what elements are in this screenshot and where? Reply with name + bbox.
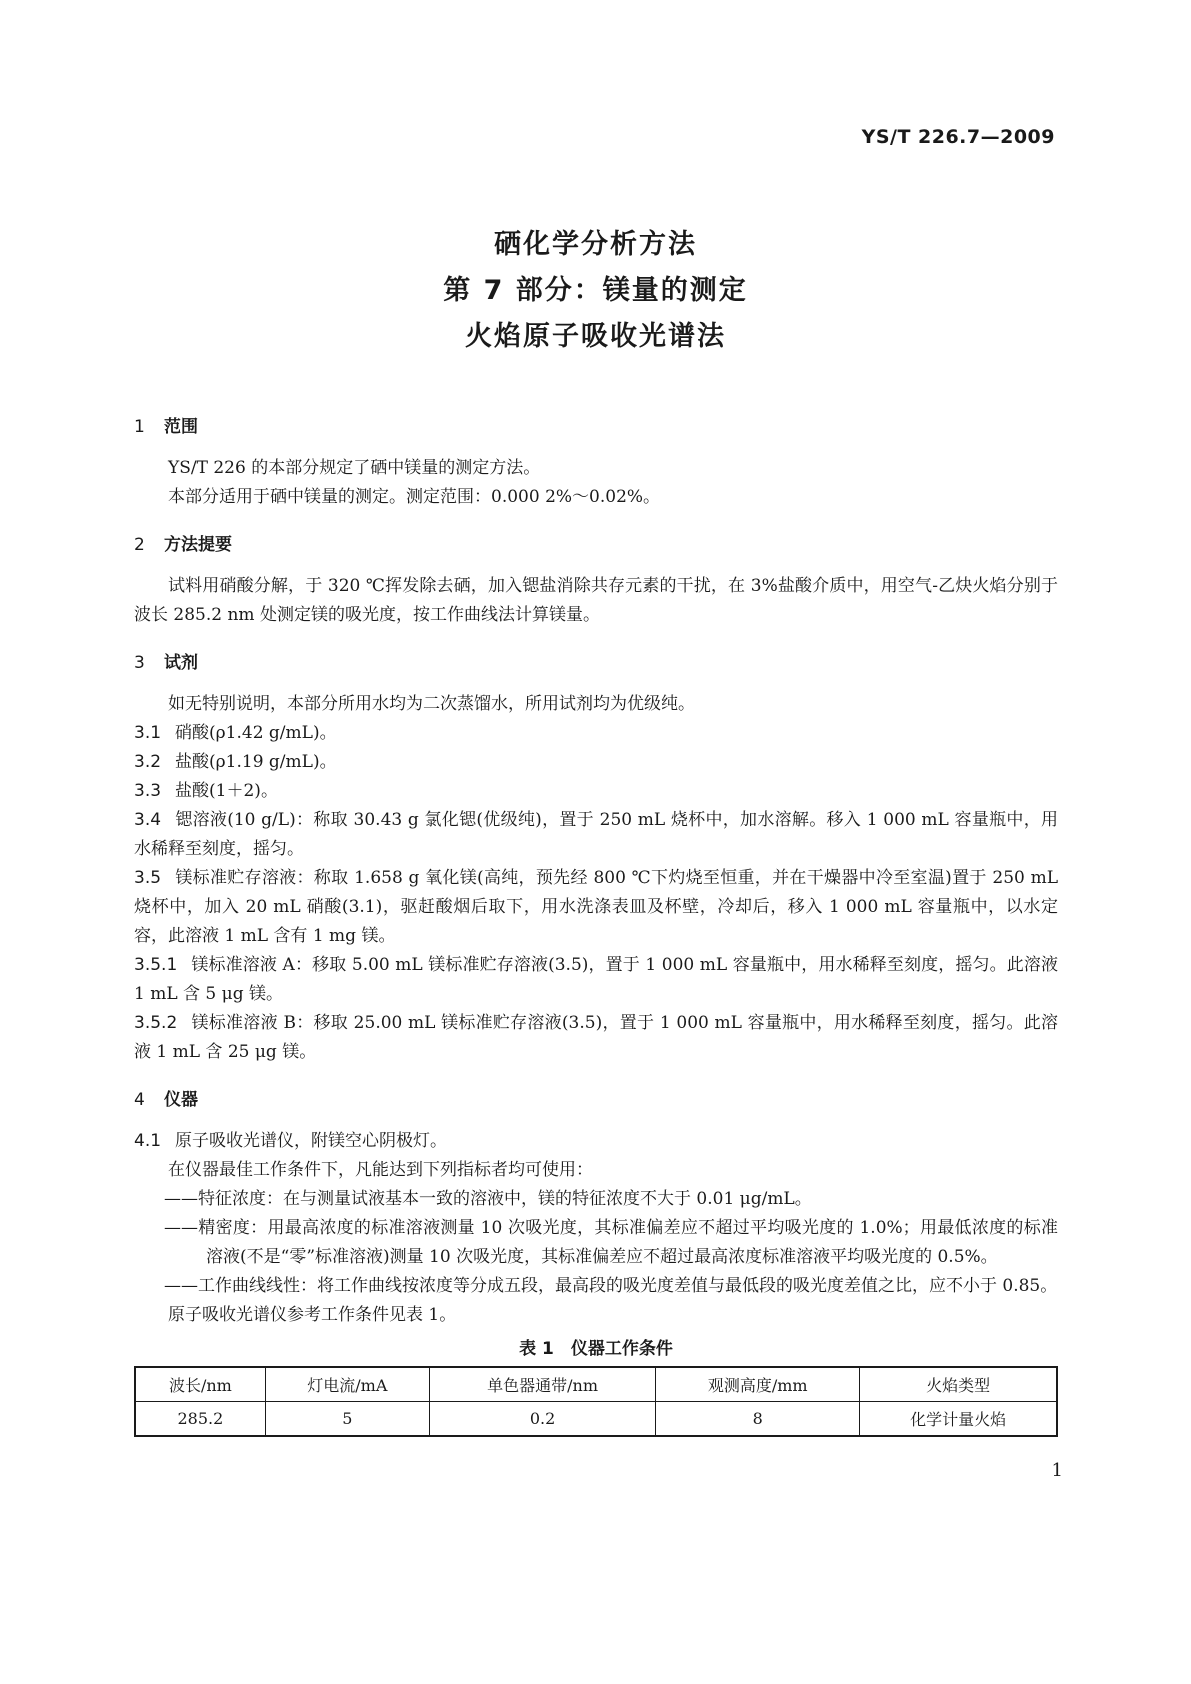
table-caption: 表 1 仪器工作条件: [519, 1339, 673, 1359]
table-header-cell: 观测高度/mm: [656, 1367, 860, 1402]
section-4-number: 4: [134, 1090, 145, 1110]
table-row: [135, 1402, 1057, 1437]
item-number: 3.1: [134, 723, 162, 743]
list-item-3-3: [134, 777, 1058, 806]
table-cell: 5: [265, 1402, 429, 1437]
list-item-3-5-2: [134, 1009, 1058, 1067]
item-number: 3.5.2: [134, 1013, 178, 1033]
item-text: 镁标准溶液 B：移取 25.00 mL 镁标准贮存溶液(3.5)，置于 1 000 mL 容量瓶中，用水稀释至刻度，摇匀。此溶液 1 mL 含 25 μg 镁。: [134, 1013, 1058, 1062]
item-text: 盐酸(1＋2)。: [175, 781, 278, 801]
table-cell: 8: [656, 1402, 860, 1437]
table-header-cell: 波长/nm: [135, 1367, 265, 1402]
dash-item-linearity: ——工作曲线线性：将工作曲线按浓度等分成五段，最高段的吸光度差值与最低段的吸光度差值之比，应不小于 0.85。: [164, 1276, 1058, 1296]
list-item-3-1: [134, 719, 1058, 748]
section-2-number: 2: [134, 535, 145, 555]
list-item-3-5: [134, 864, 1058, 951]
section-1-paragraph-2: 本部分适用于硒中镁量的测定。测定范围：0.000 2%～0.02%。: [168, 487, 661, 507]
table-header-row: [135, 1367, 1057, 1402]
section-2-title: 方法提要: [164, 535, 232, 555]
section-3-number: 3: [134, 653, 145, 673]
item-text: 原子吸收光谱仪，附镁空心阴极灯。: [175, 1131, 448, 1151]
section-3-title: 试剂: [164, 653, 198, 673]
item-text: 锶溶液(10 g/L)：称取 30.43 g 氯化锶(优级纯)，置于 250 mL 烧杯中，加水溶解。移入 1 000 mL 容量瓶中，用水稀释至刻度，摇匀。: [134, 810, 1058, 859]
title-line-3: 火焰原子吸收光谱法: [465, 321, 726, 352]
item-number: 3.4: [134, 810, 162, 830]
item-text: 镁标准溶液 A：移取 5.00 mL 镁标准贮存溶液(3.5)，置于 1 000 mL 容量瓶中，用水稀释至刻度，摇匀。此溶液 1 mL 含 5 μg 镁。: [134, 955, 1058, 1004]
table-header-cell: 灯电流/mA: [265, 1367, 429, 1402]
section-4-heading: [134, 1085, 1058, 1115]
list-item-3-2: [134, 748, 1058, 777]
item-number: 4.1: [134, 1131, 162, 1151]
table-cell: 化学计量火焰: [860, 1402, 1057, 1437]
item-text: 镁标准贮存溶液：称取 1.658 g 氧化镁(高纯，预先经 800 ℃下灼烧至恒重，并在干燥器中冷至室温)置于 250 mL 烧杯中，加入 20 mL 硝酸(3.1)，驱赶酸烟后取下，用水洗涤表皿及杯壁，冷却后，移入 1 000 mL 容量瓶中，以水定容，此溶液 1 mL 含有 1 mg 镁。: [134, 868, 1058, 946]
section-1-heading: [134, 412, 1058, 442]
section-4-title: 仪器: [164, 1090, 198, 1110]
item-number: 3.3: [134, 781, 162, 801]
document-title: [0, 222, 1191, 360]
table-cell: 0.2: [429, 1402, 655, 1437]
title-line-1: 硒化学分析方法: [494, 229, 697, 260]
item-number: 3.5: [134, 868, 162, 888]
item-text: 盐酸(ρ1.19 g/mL)。: [175, 752, 337, 772]
list-item-3-4: [134, 806, 1058, 864]
dash-item-precision: ——精密度：用最高浓度的标准溶液测量 10 次吸光度，其标准偏差应不超过平均吸光度的 1.0%；用最低浓度的标准溶液(不是“零”标准溶液)测量 10 次吸光度，其标准偏差应不超过最高浓度标准溶液平均吸光度的 0.5%。: [164, 1218, 1058, 1267]
section-3-heading: [134, 648, 1058, 678]
list-item-3-5-1: [134, 951, 1058, 1009]
section-4-paragraph-2: 原子吸收光谱仪参考工作条件见表 1。: [168, 1305, 457, 1325]
title-line-2: 第 7 部分：镁量的测定: [443, 275, 748, 306]
section-2-heading: [134, 530, 1058, 560]
standard-code: YS/T 226.7—2009: [861, 126, 1055, 148]
section-1-title: 范围: [164, 417, 198, 437]
dash-item-characteristic-concentration: ——特征浓度：在与测量试液基本一致的溶液中，镁的特征浓度不大于 0.01 μg/mL。: [164, 1189, 812, 1209]
document-body: [134, 412, 1058, 1437]
table-header-cell: 火焰类型: [860, 1367, 1057, 1402]
page-number: 1: [1051, 1460, 1063, 1481]
table-header-cell: 单色器通带/nm: [429, 1367, 655, 1402]
list-item-4-1: [134, 1127, 1058, 1156]
section-3-intro: 如无特别说明，本部分所用水均为二次蒸馏水，所用试剂均为优级纯。: [168, 694, 695, 714]
item-number: 3.2: [134, 752, 162, 772]
section-1-number: 1: [134, 417, 145, 437]
section-4-paragraph-1: 在仪器最佳工作条件下，凡能达到下列指标者均可使用：: [168, 1160, 593, 1180]
section-2-paragraph: 试料用硝酸分解，于 320 ℃挥发除去硒，加入锶盐消除共存元素的干扰，在 3%盐酸介质中，用空气-乙炔火焰分别于波长 285.2 nm 处测定镁的吸光度，按工作曲线法计算镁量。: [134, 576, 1058, 625]
section-1-paragraph-1: YS/T 226 的本部分规定了硒中镁量的测定方法。: [168, 458, 541, 478]
item-text: 硝酸(ρ1.42 g/mL)。: [175, 723, 337, 743]
table-cell: 285.2: [135, 1402, 265, 1437]
instrument-conditions-table: [134, 1366, 1058, 1437]
item-number: 3.5.1: [134, 955, 178, 975]
